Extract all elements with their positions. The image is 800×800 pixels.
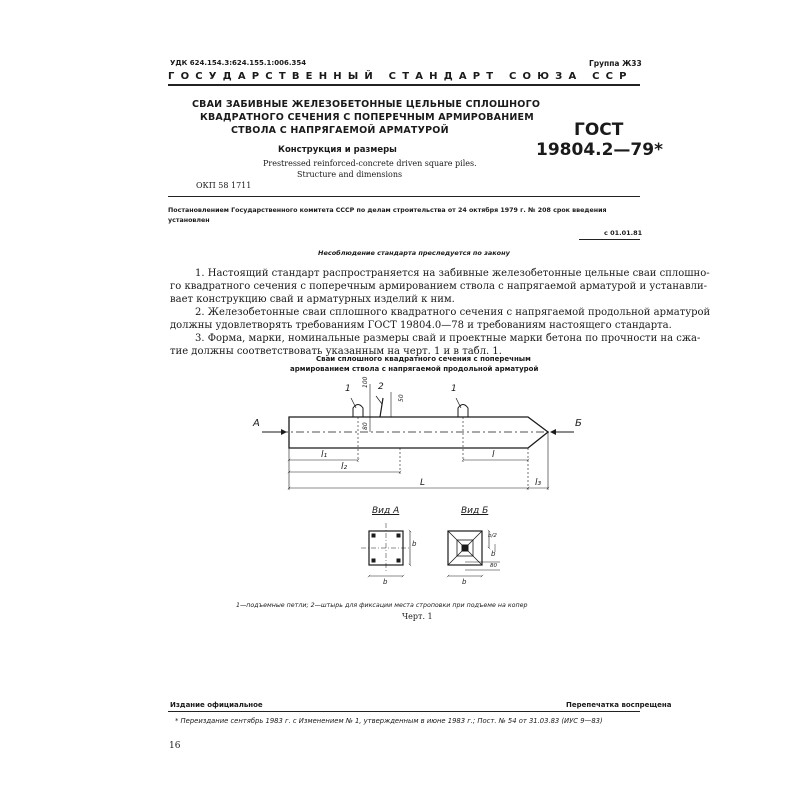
chart-label: Черт. 1 bbox=[402, 612, 433, 621]
dim-50: 50 bbox=[398, 394, 405, 402]
footer-rule bbox=[168, 711, 640, 712]
arrow-b-label: Б bbox=[575, 418, 582, 429]
dim-b-view-a-side: b bbox=[412, 540, 417, 548]
arrow-a-label: А bbox=[253, 418, 260, 429]
law-notice: Несоблюдение стандарта преследуется по закону bbox=[318, 249, 510, 257]
dim-l: l bbox=[492, 450, 495, 460]
official-edition: Издание официальное bbox=[170, 701, 263, 709]
title-line-3: СТВОЛА С НАПРЯГАЕМОЙ АРМАТУРОЙ bbox=[231, 125, 449, 136]
title-english-1: Prestressed reinforced-concrete driven square piles. bbox=[263, 159, 477, 168]
okp-code: ОКП 58 1711 bbox=[196, 181, 252, 190]
callout-1-right: 1 bbox=[451, 384, 457, 394]
gost-number: 19804.2—79* bbox=[536, 140, 663, 160]
dim-b-view-a: b bbox=[383, 578, 388, 586]
dim-b-view-b: b bbox=[462, 578, 467, 586]
paragraph-1-line-3: вает конструкцию свай и арматурных изделий к ним. bbox=[170, 294, 455, 305]
decree-date: с 01.01.81 bbox=[604, 229, 643, 237]
dim-l2: l₂ bbox=[341, 462, 348, 472]
gost-label: ГОСТ bbox=[574, 120, 624, 140]
view-a-label: Вид А bbox=[372, 506, 400, 516]
dim-b-half: b/2 bbox=[488, 533, 497, 539]
title-english-2: Structure and dimensions bbox=[297, 170, 403, 179]
view-b-label: Вид Б bbox=[461, 506, 489, 516]
figure-caption-2: армированием ствола с напрягаемой продольной арматурой bbox=[290, 365, 539, 373]
decree-line-2: установлен bbox=[168, 217, 210, 224]
paragraph-1-line-2: го квадратного сечения с поперечным армированием ствола с напрягаемой арматурой и устанавли- bbox=[170, 281, 707, 292]
paragraph-2-line-1: 2. Железобетонные сваи сплошного квадратного сечения с напрягаемой продольной арматурой bbox=[195, 307, 711, 318]
paragraph-3-line-2: тие должны соответствовать указанным на черт. 1 и в табл. 1. bbox=[170, 346, 502, 357]
title-subtitle: Конструкция и размеры bbox=[278, 145, 397, 155]
dim-l1: l₁ bbox=[321, 450, 328, 460]
reprint-notice: Перепечатка воспрещена bbox=[566, 701, 672, 709]
paragraph-1-line-1: 1. Настоящий стандарт распространяется на забивные железобетонные цельные сваи сплошно- bbox=[195, 268, 710, 279]
lifting-loop-left bbox=[353, 405, 363, 418]
dim-80-view-b: 80 bbox=[490, 563, 497, 569]
callout-1-left: 1 bbox=[345, 384, 351, 394]
page-number: 16 bbox=[169, 741, 181, 751]
title-line-2: КВАДРАТНОГО СЕЧЕНИЯ С ПОПЕРЕЧНЫМ АРМИРОВАНИЕМ bbox=[200, 112, 534, 123]
paragraph-2-line-2: должны удовлетворять требованиям ГОСТ 19804.0—78 и требованиям настоящего стандарта. bbox=[170, 320, 672, 331]
title-line-1: СВАИ ЗАБИВНЫЕ ЖЕЛЕЗОБЕТОННЫЕ ЦЕЛЬНЫЕ СПЛОШНОГО bbox=[192, 99, 541, 110]
callout-2: 2 bbox=[378, 382, 384, 392]
decree-line-1: Постановлением Государственного комитета СССР по делам строительства от 24 октября 1979 г. № 208 срок введения bbox=[168, 207, 607, 214]
dim-100: 100 bbox=[362, 376, 369, 388]
reissue-note: * Переиздание сентябрь 1983 г. с Изменением № 1, утвержденным в июне 1983 г.; Пост. № 54 от 31.03.83 (ИУС 9—83) bbox=[175, 717, 603, 725]
dim-80: 80 bbox=[362, 422, 369, 430]
dim-l3: l₃ bbox=[535, 478, 542, 488]
figure-caption-1: Сваи сплошного квадратного сечения с поперечным bbox=[316, 355, 531, 363]
udk-code: УДК 624.154.3:624.155.1:006.354 bbox=[170, 59, 307, 67]
fixing-pin bbox=[380, 398, 383, 417]
state-standard-banner: ГОСУДАРСТВЕННЫЙ СТАНДАРТ СОЮЗА ССР bbox=[168, 71, 633, 82]
figure-legend: 1—подъемные петли; 2—штырь для фиксации места строповки при подъеме на копер bbox=[236, 602, 528, 609]
dim-L: L bbox=[420, 478, 426, 488]
group-code: Группа Ж33 bbox=[589, 59, 642, 68]
dim-b-view-b-side: b bbox=[491, 550, 496, 558]
paragraph-3-line-1: 3. Форма, марки, номинальные размеры свай и проектные марки бетона по прочности на сжа- bbox=[195, 333, 701, 344]
pile-outline bbox=[289, 417, 548, 448]
lifting-loop-right bbox=[458, 405, 468, 418]
